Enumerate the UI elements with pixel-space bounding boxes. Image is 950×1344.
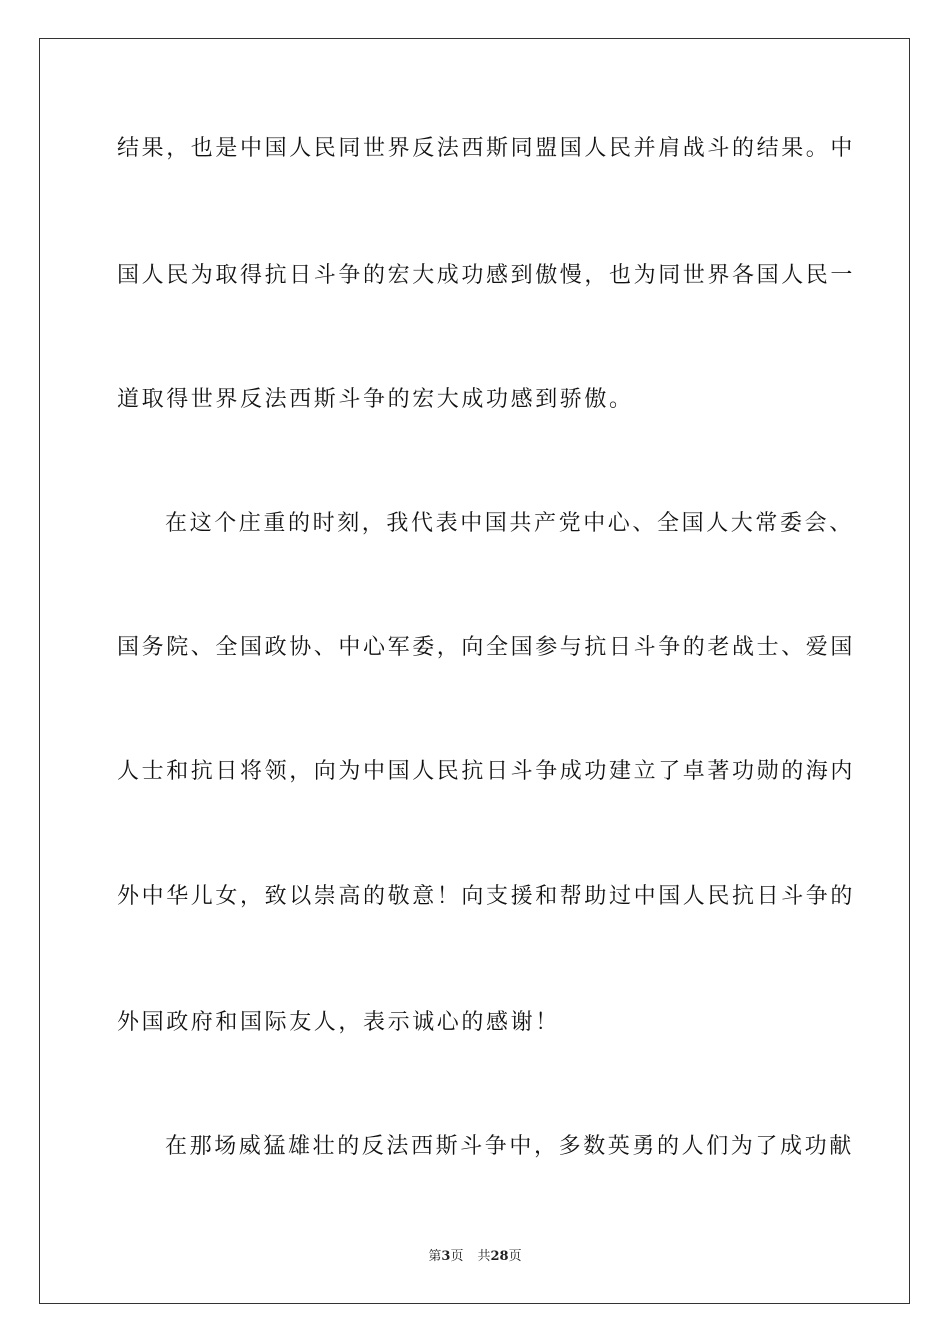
paragraph-line: 在那场威猛雄壮的反法西斯斗争中，多数英勇的人们为了成功献 bbox=[165, 1134, 854, 1159]
paragraph-line: 国务院、全国政协、中心军委，向全国参与抗日斗争的老战士、爱国 bbox=[117, 635, 856, 660]
page-prefix: 第 bbox=[428, 1249, 442, 1264]
page-frame bbox=[39, 38, 910, 1304]
paragraph-line: 外国政府和国际友人，表示诚心的感谢！ bbox=[117, 1010, 560, 1035]
total-prefix: 共 bbox=[477, 1249, 491, 1264]
paragraph-line: 国人民为取得抗日斗争的宏大成功感到傲慢，也为同世界各国人民一 bbox=[117, 263, 856, 288]
total-suffix: 页 bbox=[508, 1249, 522, 1264]
page-suffix: 页 bbox=[450, 1249, 464, 1264]
page-footer bbox=[0, 1248, 950, 1266]
paragraph-line: 结果，也是中国人民同世界反法西斯同盟国人民并肩战斗的结果。中 bbox=[117, 136, 856, 161]
paragraph-line: 外中华儿女，致以崇高的敬意！向支援和帮助过中国人民抗日斗争的 bbox=[117, 884, 856, 909]
paragraph-line: 道取得世界反法西斯斗争的宏大成功感到骄傲。 bbox=[117, 387, 634, 412]
page-number: 3 bbox=[441, 1249, 451, 1264]
paragraph-line: 在这个庄重的时刻，我代表中国共产党中心、全国人大常委会、 bbox=[165, 511, 854, 536]
paragraph-line: 人士和抗日将领，向为中国人民抗日斗争成功建立了卓著功勋的海内 bbox=[117, 759, 856, 784]
total-pages: 28 bbox=[490, 1249, 509, 1264]
